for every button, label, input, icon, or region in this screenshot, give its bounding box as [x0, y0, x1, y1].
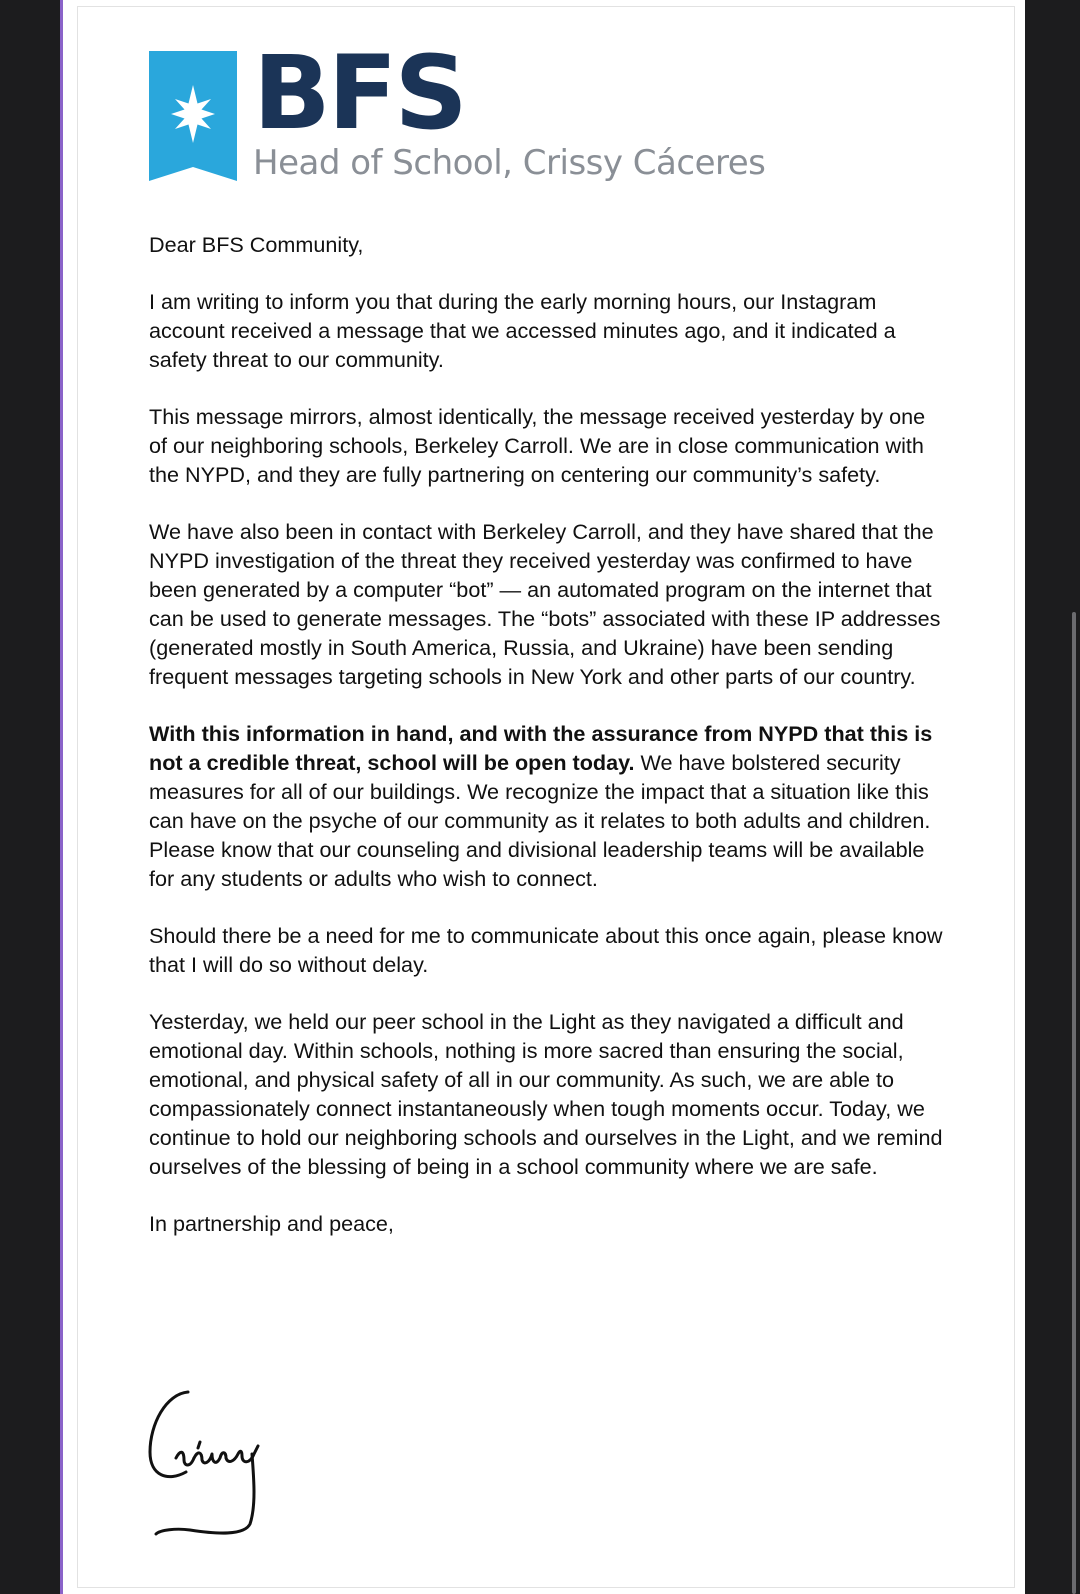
star-banner-icon: [149, 51, 239, 183]
letter-paragraph-4: [149, 719, 949, 893]
letter-paragraph-4-bold: With this information in hand, and with the assurance from NYPD that this is not a credible threat, school will be open today.: [149, 721, 933, 775]
letter-greeting: Dear BFS Community,: [149, 232, 364, 257]
letter-paragraph-1: I am writing to inform you that during the early morning hours, our Instagram account received a message that we accessed minutes ago, and it indicated a safety threat to our community.: [149, 289, 896, 372]
letter-paragraph-2: This message mirrors, almost identically, the message received yesterday by one of our neighboring schools, Berkeley Carroll. We are in close communication with the NYPD, and they are fully partnering on centering our community’s safety.: [149, 404, 926, 487]
letter-closing: In partnership and peace,: [149, 1211, 394, 1236]
school-logo: [149, 34, 766, 191]
letter-paragraph-4-rest: We have bolstered security measures for all of our buildings. We recognize the impact that a situation like this can have on the psyche of our community as it relates to both adults and children. Please know that our counseling and divisional leadership teams will be available for any students or adults who wish to connect.: [149, 750, 931, 891]
letter-paragraph-6: Yesterday, we held our peer school in the Light as they navigated a difficult and emotional day. Within schools, nothing is more sacred than ensuring the social, emotional, and physical safety of all in our community. As such, we are able to compassionately connect instantaneously when tough moments occur. Today, we continue to hold our neighboring schools and ourselves in the Light, and we remind ourselves of the blessing of being in a school community where we are safe.: [149, 1009, 943, 1179]
letter-paragraph-3: We have also been in contact with Berkeley Carroll, and they have shared that the NYPD investigation of the threat they received yesterday was confirmed to have been generated by a computer “bot” — an automated program on the internet that can be used to generate messages. The “bots” associated with these IP addresses (generated mostly in South America, Russia, and Ukraine) have been sending frequent messages targeting schools in New York and other parts of our country.: [149, 519, 941, 689]
logo-wordmark: BFS: [253, 34, 465, 153]
letter-paragraph-5: Should there be a need for me to communicate about this once again, please know that I will do so without delay.: [149, 923, 943, 977]
logo-subtitle: Head of School, Crissy Cáceres: [253, 143, 766, 183]
letter-body: [149, 230, 949, 1266]
vertical-scrollbar[interactable]: [1072, 612, 1076, 1594]
signature: [146, 1384, 286, 1544]
